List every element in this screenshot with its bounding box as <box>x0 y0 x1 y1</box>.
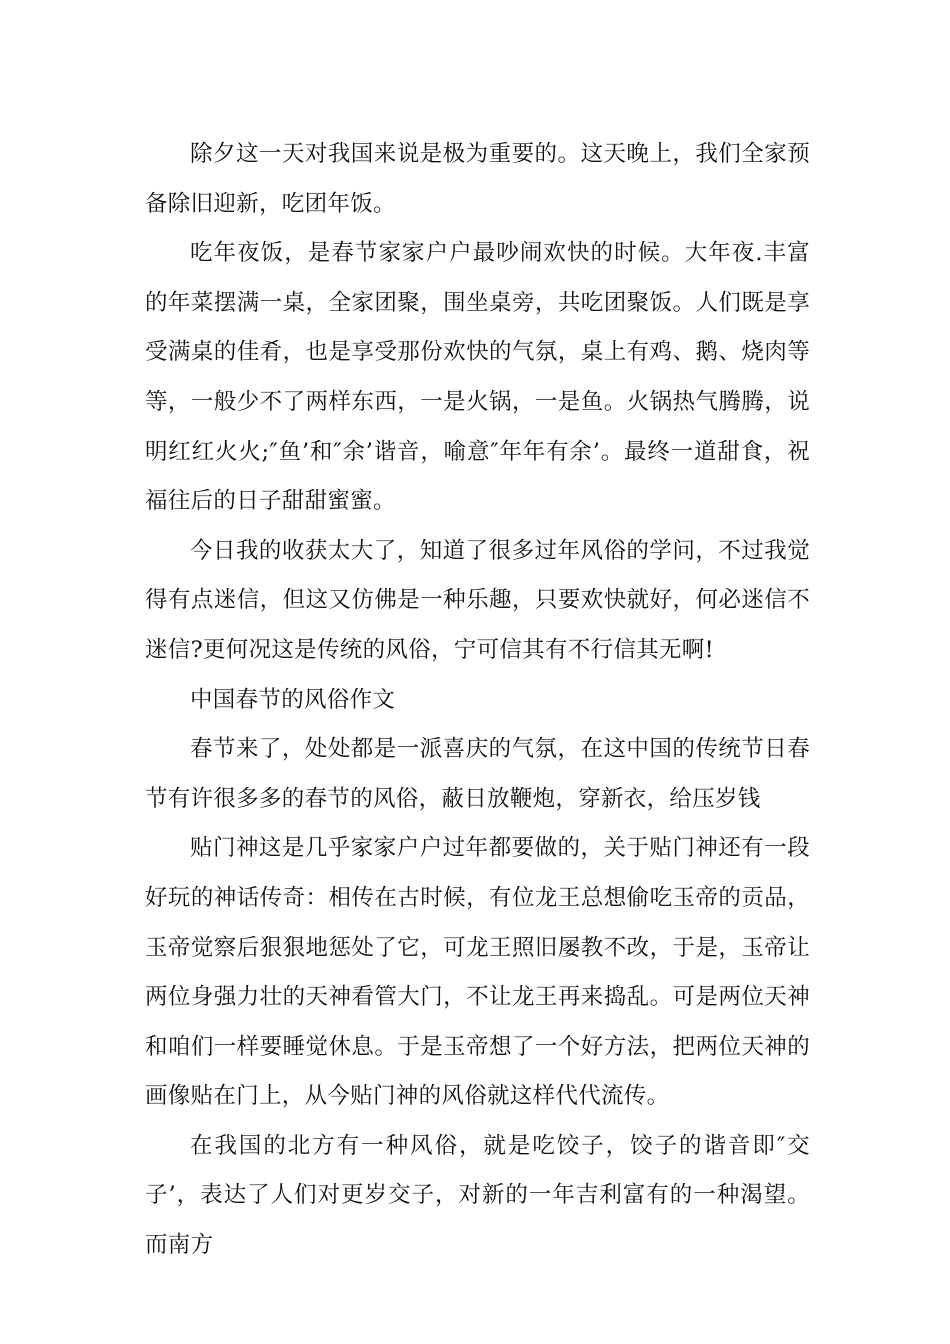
paragraph-6: 在我国的北方有一种风俗，就是吃饺子，饺子的谐音即″交子’，表达了人们对更岁交子，对新的一年吉利富有的一种渴望。而南方 <box>145 1132 810 1259</box>
essay-heading: 中国春节的风俗作文 <box>190 686 396 713</box>
paragraph-3: 今日我的收获太大了，知道了很多过年风俗的学问，不过我觉得有点迷信，但这又仿佛是一种乐趣，只要欢快就好，何必迷信不迷信?更何况这是传统的风俗，宁可信其有不行信其无啊! <box>145 537 810 663</box>
paragraph-2: 吃年夜饭，是春节家家户户最吵闹欢快的时候。大年夜.丰富的年菜摆满一桌，全家团聚，围坐桌旁，共吃团聚饭。人们既是享受满桌的佳肴，也是享受那份欢快的气氛，桌上有鸡、鹅、烧肉等等，一般少不了两样东西，一是火锅，一是鱼。火锅热气腾腾，说明红红火火;″鱼’和″余’谐音，喻意″年年有余’。最终一道甜食，祝福往后的日子甜甜蜜蜜。 <box>145 240 810 515</box>
paragraph-1: 除夕这一天对我国来说是极为重要的。这天晚上，我们全家预备除旧迎新，吃团年饭。 <box>145 141 810 217</box>
document-body <box>145 130 810 1271</box>
paragraph-4: 春节来了，处处都是一派喜庆的气氛，在这中国的传统节日春节有许很多多的春节的风俗，蔽日放鞭炮，穿新衣，给压岁钱 <box>145 736 810 812</box>
paragraph-5: 贴门神这是几乎家家户户过年都要做的，关于贴门神还有一段好玩的神话传奇：相传在古时候，有位龙王总想偷吃玉帝的贡品，玉帝觉察后狠狠地惩处了它，可龙王照旧屡教不改，于是，玉帝让两位身强力壮的天神看管大门，不让龙王再来捣乱。可是两位天神和咱们一样要睡觉休息。于是玉帝想了一个好方法，把两位天神的画像贴在门上，从今贴门神的风俗就这样代代流传。 <box>145 835 810 1110</box>
